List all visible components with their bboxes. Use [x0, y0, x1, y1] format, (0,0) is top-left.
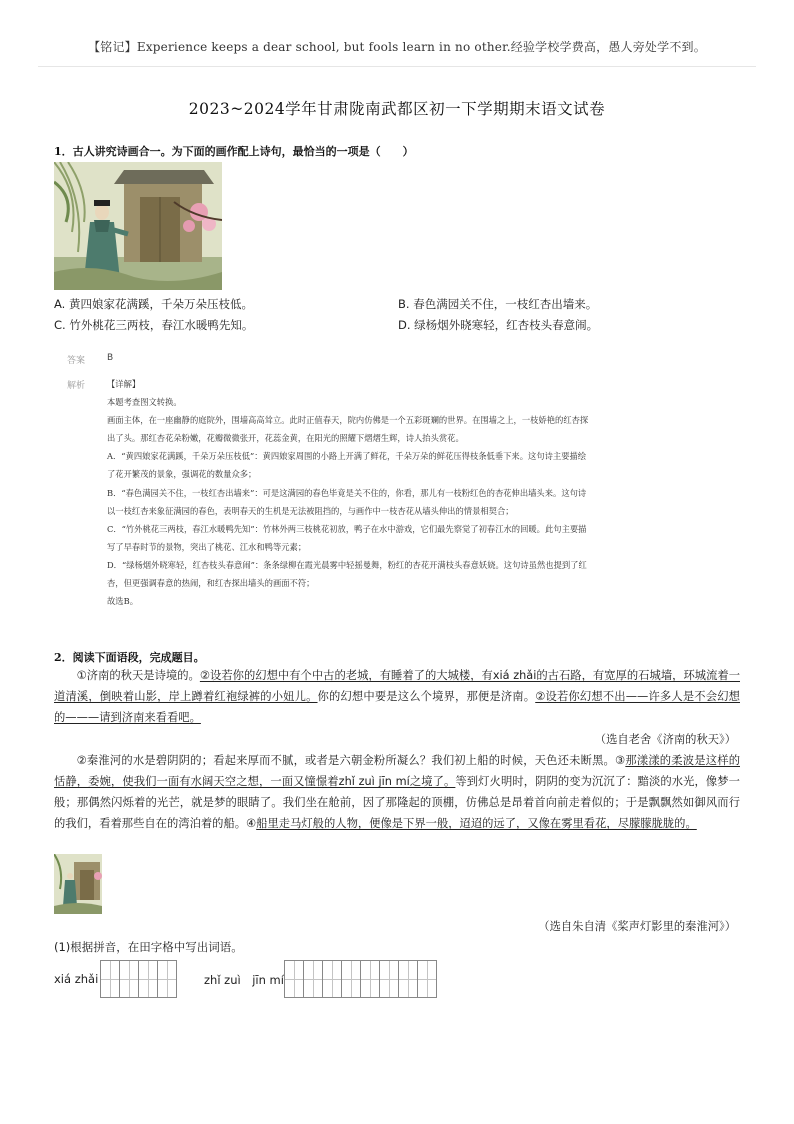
- analysis-label: 解析: [67, 381, 86, 391]
- grid-cell[interactable]: [360, 960, 380, 998]
- header-motto: 【铭记】Experience keeps a dear school, but fools learn in no other.经验学校学费高，愚人旁处学不到。: [88, 40, 706, 54]
- analysis-line: 以一枝红杏来象征满园的春色，表明春天的生机是无法被阻挡的，与画作中一枝杏花从墙头伸出的情景相契合；: [107, 505, 514, 516]
- analysis-line: B．“春色满园关不住，一枝红杏出墙来”：可是这满园的春色毕竟是关不住的，你看，那儿有一枝粉红色的杏花伸出墙头来。这句诗: [107, 487, 587, 498]
- page-title: 2023~2024学年甘肃陇南武都区初一下学期期末语文试卷: [188, 100, 606, 118]
- passage-1-underlined: ②设若你的幻想中有个中古的老城，有睡着了的大城楼，有xiá zhǎi的古石路，有宽厚的石城墙，环城流着一道清溪，倒映着山影，岸上蹲着红袍绿裤的小妞儿。: [54, 669, 740, 703]
- answer-value: B: [107, 353, 114, 363]
- writing-grid-1[interactable]: [100, 960, 177, 998]
- analysis-line: 杏，但更强调春意的热闹，和红杏探出墙头的画面不符；: [107, 578, 315, 589]
- grid-cell[interactable]: [379, 960, 399, 998]
- passage-1-part: ①济南的秋天是诗境的。: [76, 669, 200, 682]
- source-2: （选自朱自清《桨声灯影里的秦淮河》）: [538, 920, 736, 933]
- grid-cell[interactable]: [322, 960, 342, 998]
- grid-cell[interactable]: [398, 960, 418, 998]
- writing-grid-2[interactable]: [284, 960, 437, 998]
- analysis-line: 故选B。: [107, 596, 138, 607]
- analysis-line: 出了头。那红杏花朵粉嫩，花瓣微微张开，花蕊金黄，在阳光的照耀下熠熠生辉，诗人抬头赏花。: [107, 433, 464, 444]
- grid-cell[interactable]: [303, 960, 323, 998]
- option-c: C. 竹外桃花三两枝，春江水暖鸭先知。: [54, 318, 254, 332]
- analysis-text: [107, 375, 720, 610]
- grid-cell[interactable]: [119, 960, 139, 998]
- option-d: D. 绿杨烟外晓寒轻，红杏枝头春意闹。: [398, 318, 599, 332]
- analysis-line: 【详解】: [107, 379, 141, 389]
- passage-2-underlined: 那漾漾的柔波是这样的恬静，委婉，使我们一面有水阔天空之想，一面又憧憬着zhǐ zuì jīn mí之境了。: [54, 754, 740, 788]
- sub-question-1: (1)根据拼音，在田字格中写出词语。: [54, 940, 243, 954]
- grid-cell[interactable]: [341, 960, 361, 998]
- grid-cell[interactable]: [157, 960, 177, 998]
- pinyin-label-1: xiá zhǎi: [54, 972, 99, 986]
- passage-2-part: 等到灯火明时，阴阴的变为沉沉了：黯淡的水光，像梦一般；那偶然闪烁着的光芒，就是梦的眼睛了。我们坐在舱前，因了那隆起的顶棚，仿佛总是昂着首向前走着似的；于是飘飘然如御风而行的我们，看着那些自在的湾泊着的船。④: [54, 775, 740, 830]
- answer-label: 答案: [67, 356, 86, 366]
- passage-2-part: ②秦淮河的水是碧阴阴的；看起来厚而不腻，或者是六朝金粉所凝么？我们初上船的时候，天色还未断黑。③: [76, 754, 626, 767]
- header-divider: [38, 66, 756, 67]
- pinyin-label-2: zhǐ zuì jīn mí: [204, 973, 284, 987]
- source-1: （选自老舍《济南的秋天》）: [594, 733, 736, 746]
- passage-1-part: 你的幻想中要是这么个境界，那便是济南。: [317, 690, 536, 703]
- painting-illustration: [54, 162, 222, 290]
- option-b: B. 春色满园关不住，一枝红杏出墙来。: [398, 297, 598, 311]
- passage-1: [54, 665, 740, 728]
- grid-cell[interactable]: [417, 960, 437, 998]
- passage-1-underlined: ②设若你幻想不出——许多人是不会幻想的———请到济南来看看吧。: [54, 690, 740, 724]
- passage-2-thumbnail: [54, 854, 102, 914]
- question-1-painting: [54, 162, 222, 290]
- passage-2-underlined: 船里走马灯般的人物，便像是下界一般，迢迢的远了，又像在雾里看花，尽朦朦胧胧的。: [256, 817, 697, 830]
- grid-cell[interactable]: [138, 960, 158, 998]
- analysis-line: 本题考查图文转换。: [107, 397, 182, 408]
- option-a: A. 黄四娘家花满蹊，千朵万朵压枝低。: [54, 297, 253, 311]
- analysis-line: 写了早春时节的景物，突出了桃花、江水和鸭等元素；: [107, 541, 307, 552]
- analysis-line: D．“绿杨烟外晓寒轻，红杏枝头春意闹”：条条绿柳在霞光晨雾中轻摇曼舞，粉红的杏花开满枝头春意妖娆。这句诗虽然也提到了红: [107, 559, 587, 570]
- grid-cell[interactable]: [284, 960, 304, 998]
- question-1-stem: 1．古人讲究诗画合一。为下面的画作配上诗句，最恰当的一项是（ ）: [54, 145, 414, 158]
- grid-cell[interactable]: [100, 960, 120, 998]
- analysis-line: C．“竹外桃花三两枝，春江水暖鸭先知”：竹林外两三枝桃花初放，鸭子在水中游戏，它们最先察觉了初春江水的回暖。此句主要描: [107, 523, 587, 534]
- analysis-line: 了花开繁茂的景象，强调花的数量众多；: [107, 469, 257, 480]
- passage-2: [54, 750, 740, 834]
- analysis-line: A．“黄四娘家花满蹊，千朵万朵压枝低”：黄四娘家周围的小路上开满了鲜花，千朵万朵的鲜花压得枝条低垂下来。这句诗主要描绘: [107, 451, 587, 462]
- analysis-line: 画面主体，在一座幽静的庭院外，围墙高高耸立。此时正值春天，院内仿佛是一个五彩斑斓的世界。在围墙之上，一枝娇艳的红杏探: [107, 415, 589, 426]
- question-2-stem: 2．阅读下面语段，完成题目。: [54, 651, 205, 664]
- thumbnail-illustration: [54, 854, 102, 914]
